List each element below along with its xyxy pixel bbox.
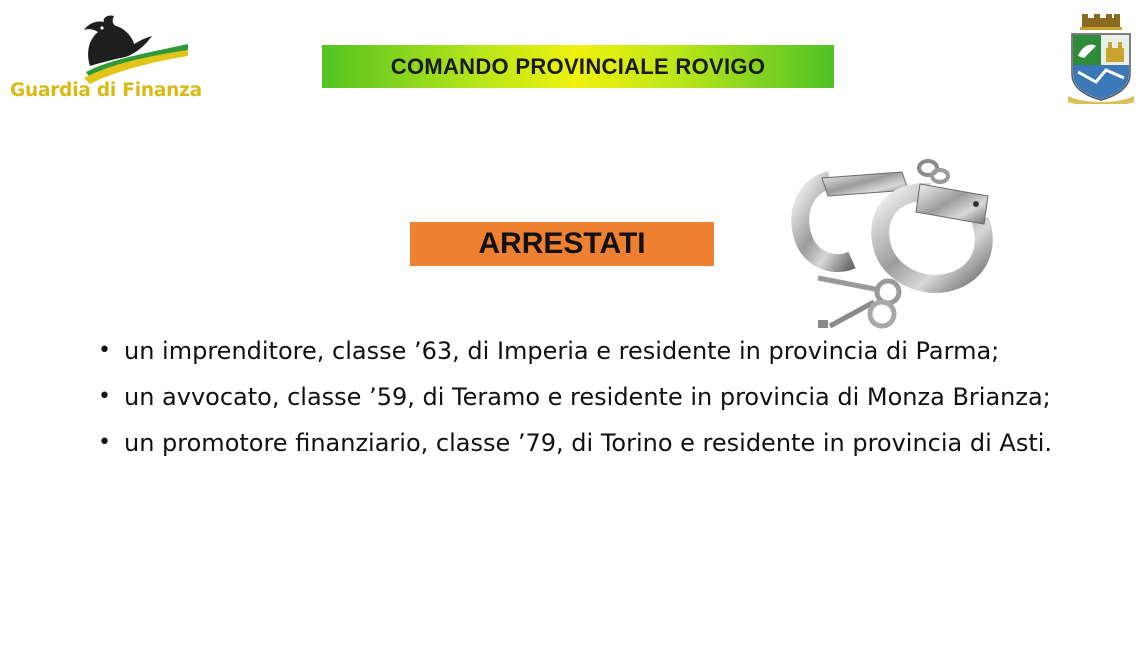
bullet-dot-icon: • <box>98 384 111 409</box>
list-item <box>96 334 1056 368</box>
logo-text: Guardia di Finanza <box>10 80 202 101</box>
page-title: COMANDO PROVINCIALE ROVIGO <box>390 53 766 79</box>
handcuffs-icon <box>790 150 1010 335</box>
list-item-text: un promotore finanziario, classe ’79, di Torino e residente in provincia di Asti. <box>124 429 1053 457</box>
bullet-dot-icon: • <box>98 430 111 455</box>
griffin-logo-icon <box>68 14 190 84</box>
section-label-text: ARRESTATI <box>478 227 646 260</box>
list-item <box>96 380 1056 414</box>
bullet-dot-icon: • <box>98 338 111 363</box>
guardia-di-finanza-logo <box>6 14 202 104</box>
list-item-text: un avvocato, classe ’59, di Teramo e residente in provincia di Monza Brianza; <box>124 383 1051 411</box>
coat-of-arms-icon <box>1064 12 1138 104</box>
list-item-text: un imprenditore, classe ’63, di Imperia e residente in provincia di Parma; <box>124 337 1000 365</box>
arrest-list <box>96 334 1056 472</box>
list-item <box>96 426 1056 460</box>
section-label <box>410 222 714 266</box>
page-title-banner <box>322 45 834 88</box>
